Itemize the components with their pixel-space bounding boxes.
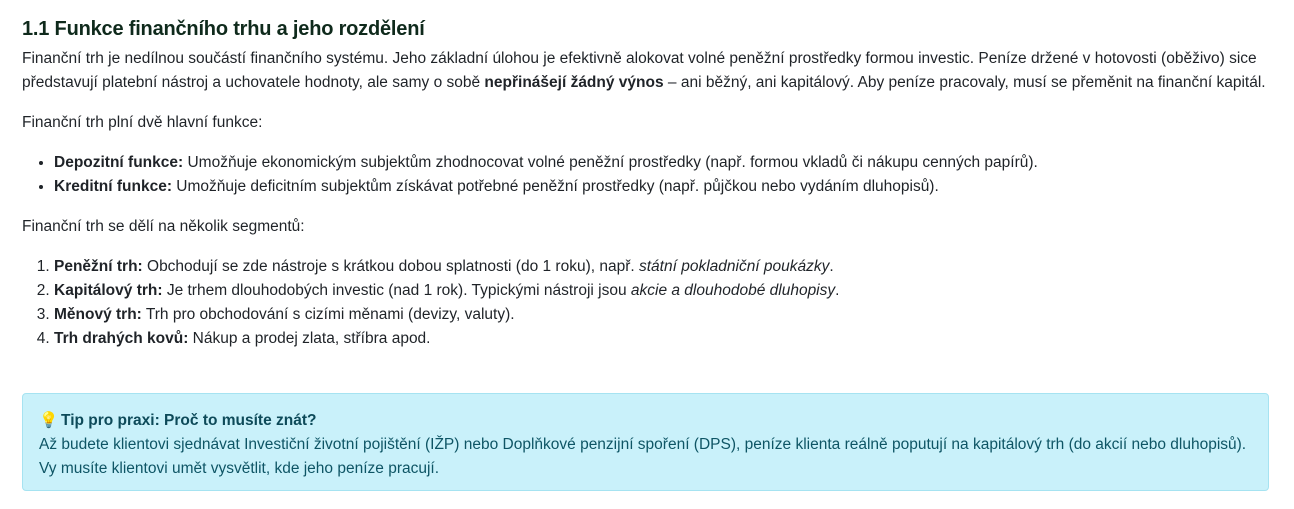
list-item — [54, 175, 1272, 199]
intro-text-part2: – ani běžný, ani kapitálový. Aby peníze pracovaly, musí se přeměnit na finanční kapitál. — [663, 74, 1266, 91]
tip-callout — [22, 393, 1269, 491]
section-title: 1.1 Funkce finančního trhu a jeho rozdělení — [22, 18, 425, 40]
segment-text: Je trhem dlouhodobých investic (nad 1 rok). Typickými nástroji jsou — [162, 282, 631, 299]
functions-list — [22, 151, 1272, 199]
segment-text: Nákup a prodej zlata, stříbra apod. — [188, 330, 431, 347]
list-item — [54, 279, 1272, 303]
segments-list — [22, 255, 1272, 351]
segments-intro: Finanční trh se dělí na několik segmentů: — [22, 218, 305, 235]
intro-bold-text: nepřinášejí žádný výnos — [484, 74, 664, 91]
function-text: Umožňuje deficitním subjektům získávat potřebné peněžní prostředky (např. půjčkou nebo vydáním dluhopisů). — [171, 178, 939, 195]
segment-term: Trh drahých kovů: — [54, 330, 189, 347]
function-text: Umožňuje ekonomickým subjektům zhodnocovat volné peněžní prostředky (např. formou vkladů či nákupu cenných papírů). — [183, 154, 1038, 171]
functions-intro: Finanční trh plní dvě hlavní funkce: — [22, 114, 263, 131]
segment-text: Trh pro obchodování s cizími měnami (devizy, valuty). — [141, 306, 515, 323]
intro-paragraph — [22, 47, 1272, 95]
segment-italic: akcie a dlouhodobé dluhopisy — [630, 282, 836, 299]
tip-header — [39, 409, 1252, 433]
list-item — [54, 151, 1272, 175]
intro-text-part1: Finanční trh je nedílnou součástí finančního systému. Jeho základní úlohou je efektivně alokovat volné peněžní prostředky formou investic. Peníze držené v hotovosti (oběživo) sice představují platební nástroj a uchovatele hodnoty, ale samy o sobě — [22, 50, 1257, 91]
segment-italic: státní pokladniční poukázky — [638, 258, 830, 275]
tip-title: Tip pro praxi: Proč to musíte znát? — [61, 412, 317, 429]
segment-tail: . — [835, 282, 840, 299]
list-item — [54, 327, 1272, 351]
list-item — [54, 255, 1272, 279]
function-term: Depozitní funkce: — [54, 154, 184, 171]
lightbulb-icon: 💡 — [39, 412, 59, 429]
segment-term: Měnový trh: — [54, 306, 142, 323]
article-section — [22, 14, 1272, 367]
tip-text: Až budete klientovi sjednávat Investiční životní pojištění (IŽP) nebo Doplňkové penzijní spoření (DPS), peníze klienta reálně poputují na kapitálový trh (do akcií nebo dluhopisů). Vy musíte klientovi umět vysvětlit, kde jeho peníze pracují. — [39, 436, 1247, 477]
segment-term: Peněžní trh: — [54, 258, 143, 275]
segment-text: Obchodují se zde nástroje s krátkou dobou splatnosti (do 1 roku), např. — [142, 258, 639, 275]
function-term: Kreditní funkce: — [54, 178, 172, 195]
segment-term: Kapitálový trh: — [54, 282, 163, 299]
list-item — [54, 303, 1272, 327]
segment-tail: . — [829, 258, 834, 275]
